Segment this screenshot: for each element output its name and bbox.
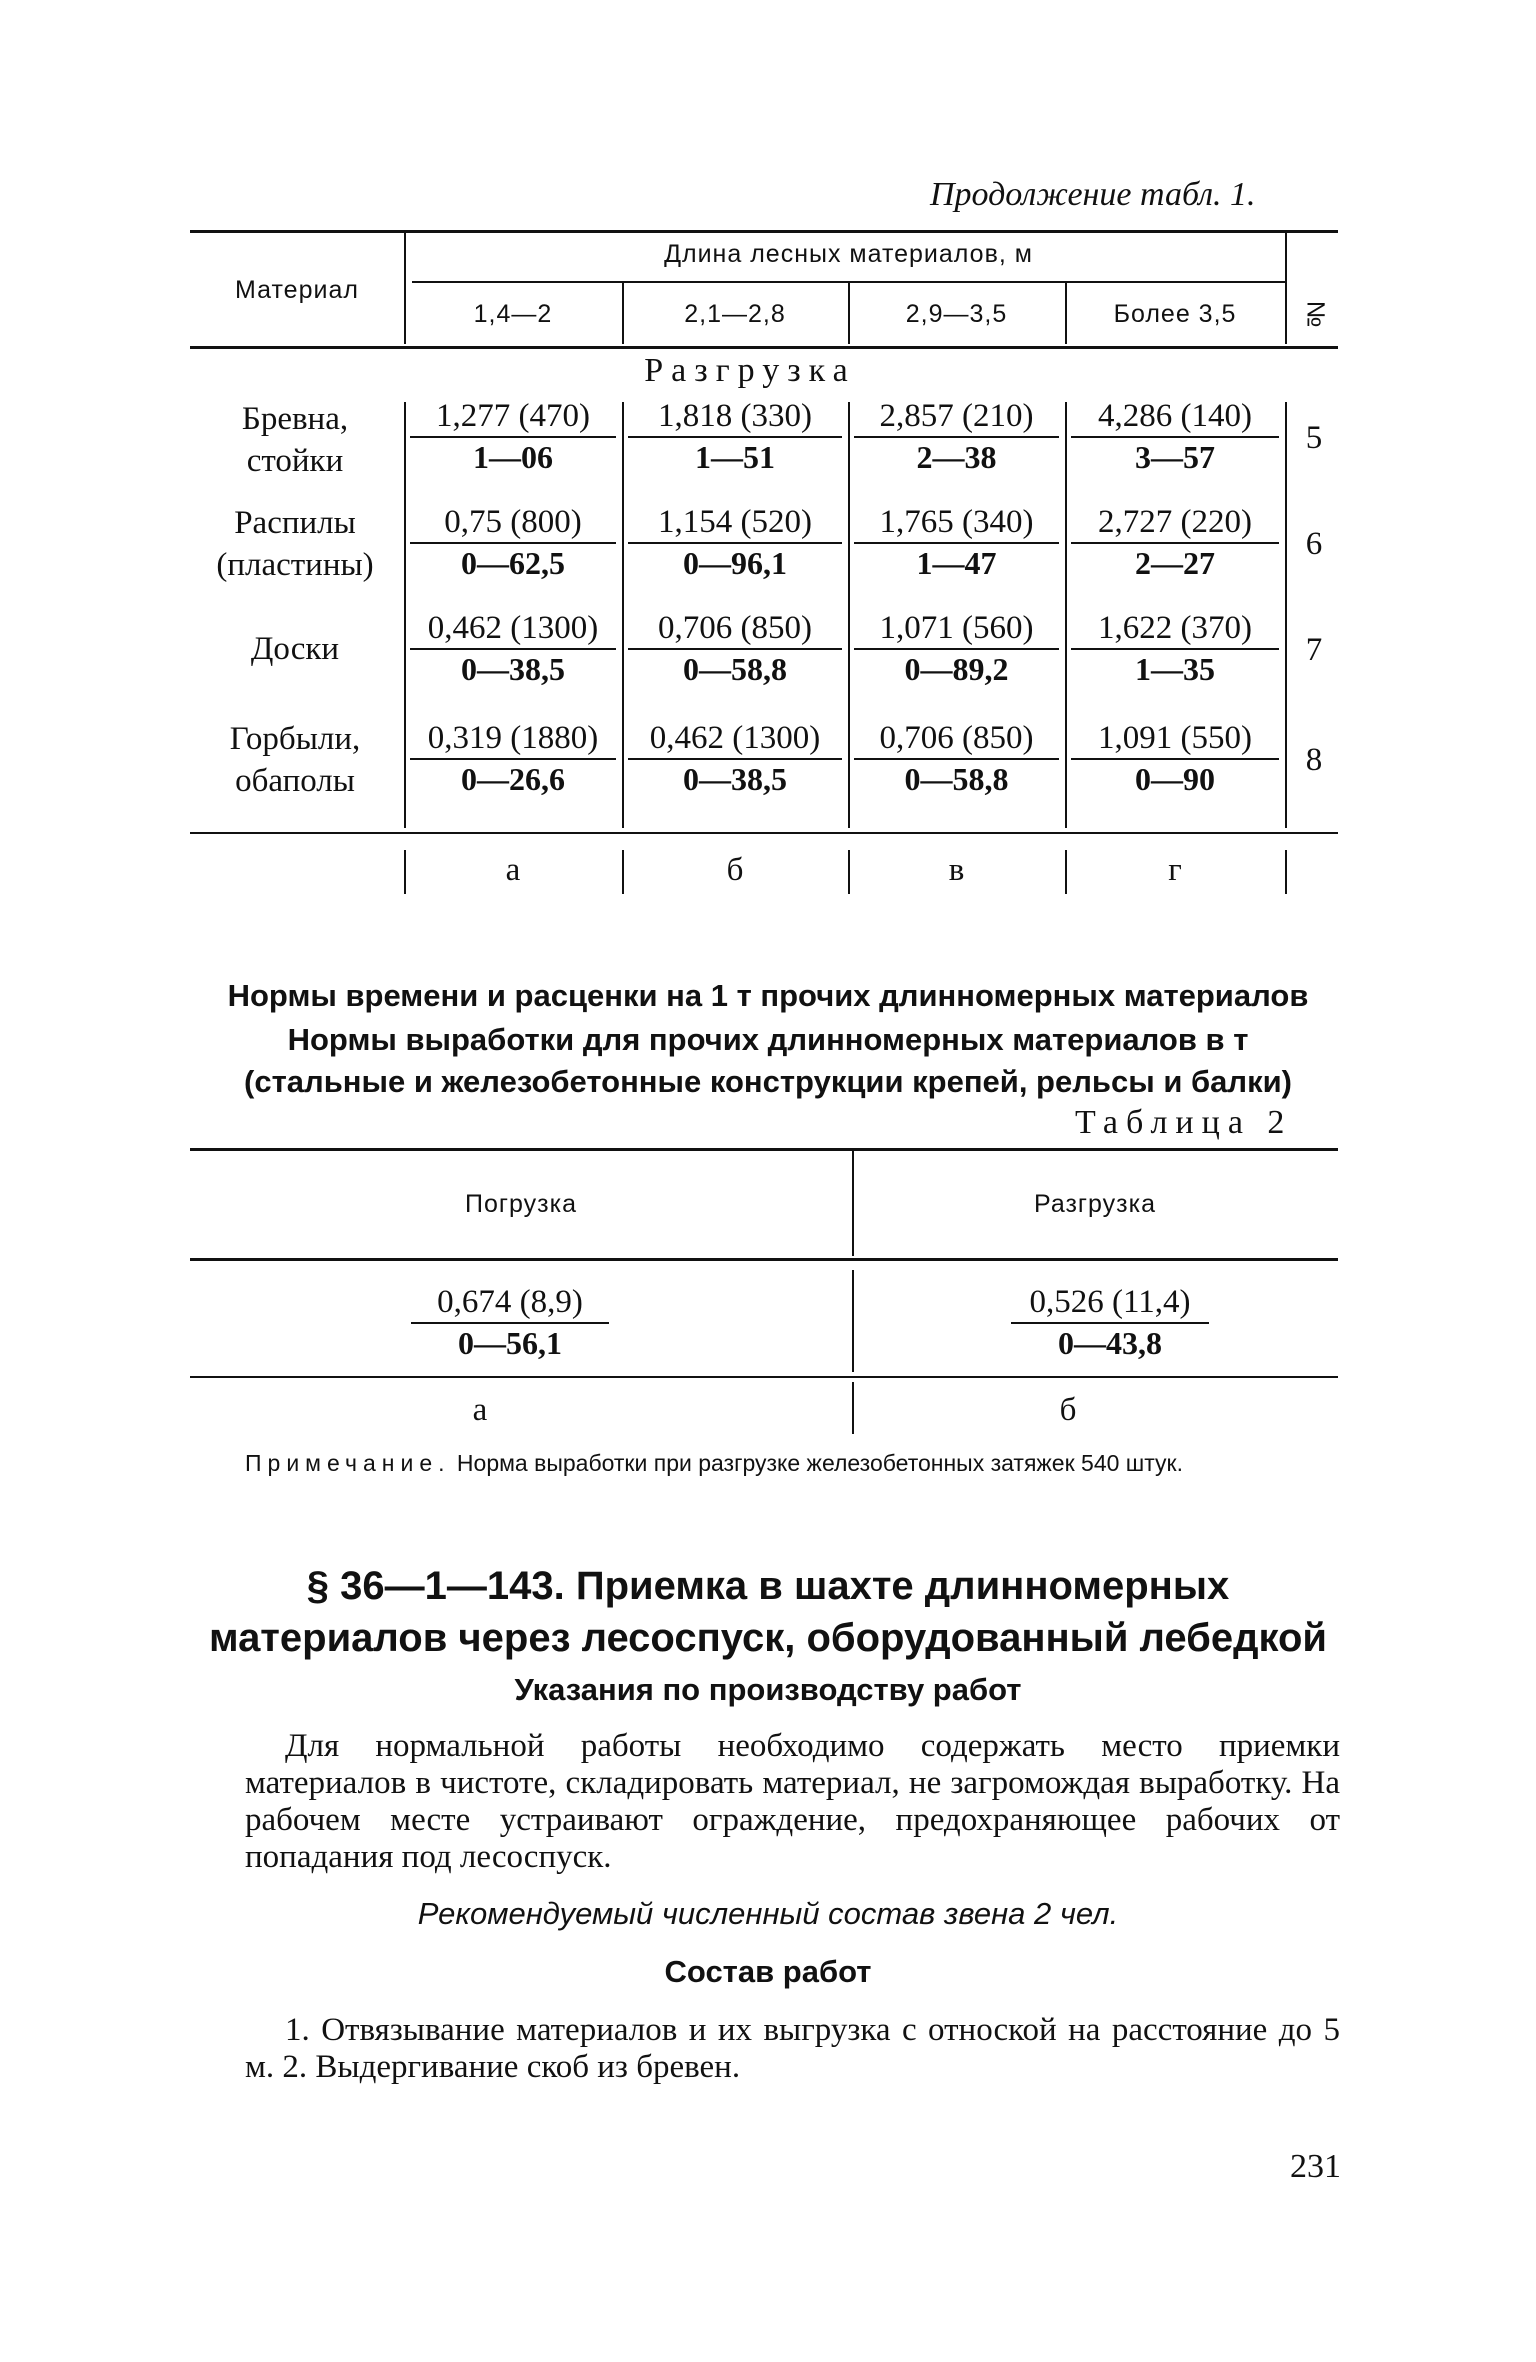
table-cell: $\frac{4,286 (140)}{3—57}$ <box>1065 396 1285 476</box>
table-cell: $\frac{2,727 (220)}{2—27}$ <box>1065 502 1285 582</box>
table-cell: $\frac{1,818 (330)}{1—51}$ <box>622 396 848 476</box>
header-number: № <box>1301 300 1330 329</box>
column-letter: г <box>1168 852 1182 888</box>
table-rule <box>190 832 1338 834</box>
table-rule <box>190 1376 1338 1378</box>
note-text: Норма выработки при разгрузке железобетонных затяжек 540 штук. <box>456 1450 1184 1476</box>
header-col-2: 2,1—2,8 <box>684 300 786 328</box>
heading-time-norms: Нормы времени и расценки на 1 т прочих длинномерных материалов <box>227 978 1309 1013</box>
table-rule <box>190 1148 1338 1151</box>
table-cell: $\frac{1,091 (550)}{0—90}$ <box>1065 718 1285 798</box>
row-number: 6 <box>1305 526 1323 562</box>
header-unloading: Разгрузка <box>1033 1190 1157 1218</box>
table-cell: $\frac{0,75 (800)}{0—62,5}$ <box>404 502 622 582</box>
table-cell: $\frac{1,765 (340)}{1—47}$ <box>848 502 1065 582</box>
column-letter: б <box>1059 1392 1077 1428</box>
table-cell: $\frac{1,071 (560)}{0—89,2}$ <box>848 608 1065 688</box>
instructions-paragraph: Для нормальной работы необходимо содержать место приемки материалов в чистоте, складировать материал, не загромождая выработку. На рабочем месте устраивают ограждение, предохраняющее рабочих от попадания под лесоспуск. <box>245 1728 1340 1875</box>
header-col-1: 1,4—2 <box>473 300 553 328</box>
table-rule <box>852 1270 854 1372</box>
column-letter: а <box>472 1392 488 1428</box>
table-cell: $\frac{0,706 (850)}{0—58,8}$ <box>848 718 1065 798</box>
page-number: 231 <box>1290 2148 1341 2185</box>
table-rule <box>1285 402 1287 828</box>
subheading-instructions: Указания по производству работ <box>514 1672 1022 1707</box>
section-label-unloading: Разгрузка <box>644 352 856 389</box>
table-cell: $\frac{0,526 (11,4)}{0—43,8}$ <box>1005 1282 1215 1362</box>
table-cell: $\frac{1,154 (520)}{0—96,1}$ <box>622 502 848 582</box>
header-material: Материал <box>235 276 359 304</box>
table-rule <box>190 346 1338 349</box>
table-2-label: Таблица 2 <box>1075 1104 1293 1141</box>
table-cell: $\frac{0,674 (8,9)}{0—56,1}$ <box>405 1282 615 1362</box>
crew-composition: Рекомендуемый численный состав звена 2 чел. <box>417 1896 1119 1931</box>
row-number: 5 <box>1305 420 1323 456</box>
table-rule <box>1285 232 1287 344</box>
table-cell: $\frac{0,462 (1300)}{0—38,5}$ <box>404 608 622 688</box>
table-rule <box>190 230 1338 233</box>
work-paragraph: 1. Отвязывание материалов и их выгрузка с отноской на расстояние до 5 м. 2. Выдергивание скоб из бревен. <box>245 2012 1340 2085</box>
table-rule <box>1285 850 1287 894</box>
section-title-line-2: материалов через лесоспуск, оборудованный лебедкой <box>209 1616 1327 1660</box>
heading-output-norms: Нормы выработки для прочих длинномерных материалов в т <box>287 1022 1249 1057</box>
header-col-3: 2,9—3,5 <box>905 300 1008 328</box>
table-note <box>245 1448 1345 1478</box>
table-cell: $\frac{1,277 (470)}{1—06}$ <box>404 396 622 476</box>
note-label: Примечание. <box>245 1450 451 1476</box>
table-rule <box>190 1258 1338 1261</box>
section-title-line-1: § 36—1—143. Приемка в шахте длинномерных <box>306 1564 1230 1608</box>
material-boards: Доски <box>250 631 340 667</box>
material-sawn: Распилы (пластины) <box>216 505 374 583</box>
column-letter: б <box>726 852 744 888</box>
header-col-4: Более 3,5 <box>1113 300 1237 328</box>
table-cell: $\frac{2,857 (210)}{2—38}$ <box>848 396 1065 476</box>
column-letter: а <box>505 852 521 888</box>
subheading-work-composition: Состав работ <box>664 1954 872 1989</box>
material-logs: Бревна, стойки <box>241 401 349 479</box>
header-loading: Погрузка <box>465 1190 577 1218</box>
row-number: 8 <box>1305 742 1323 778</box>
heading-subtitle: (стальные и железобетонные конструкции крепей, рельсы и балки) <box>244 1064 1292 1099</box>
column-letter: в <box>948 852 965 888</box>
table-cell: $\frac{0,319 (1880)}{0—26,6}$ <box>404 718 622 798</box>
table-cell: $\frac{0,706 (850)}{0—58,8}$ <box>622 608 848 688</box>
material-slabs: Горбыли, обаполы <box>229 721 361 799</box>
table-cell: $\frac{0,462 (1300)}{0—38,5}$ <box>622 718 848 798</box>
table-continuation-caption: Продолжение табл. 1. <box>930 176 1256 213</box>
header-length: Длина лесных материалов, м <box>664 240 1033 268</box>
row-number: 7 <box>1305 632 1323 668</box>
table-cell: $\frac{1,622 (370)}{1—35}$ <box>1065 608 1285 688</box>
